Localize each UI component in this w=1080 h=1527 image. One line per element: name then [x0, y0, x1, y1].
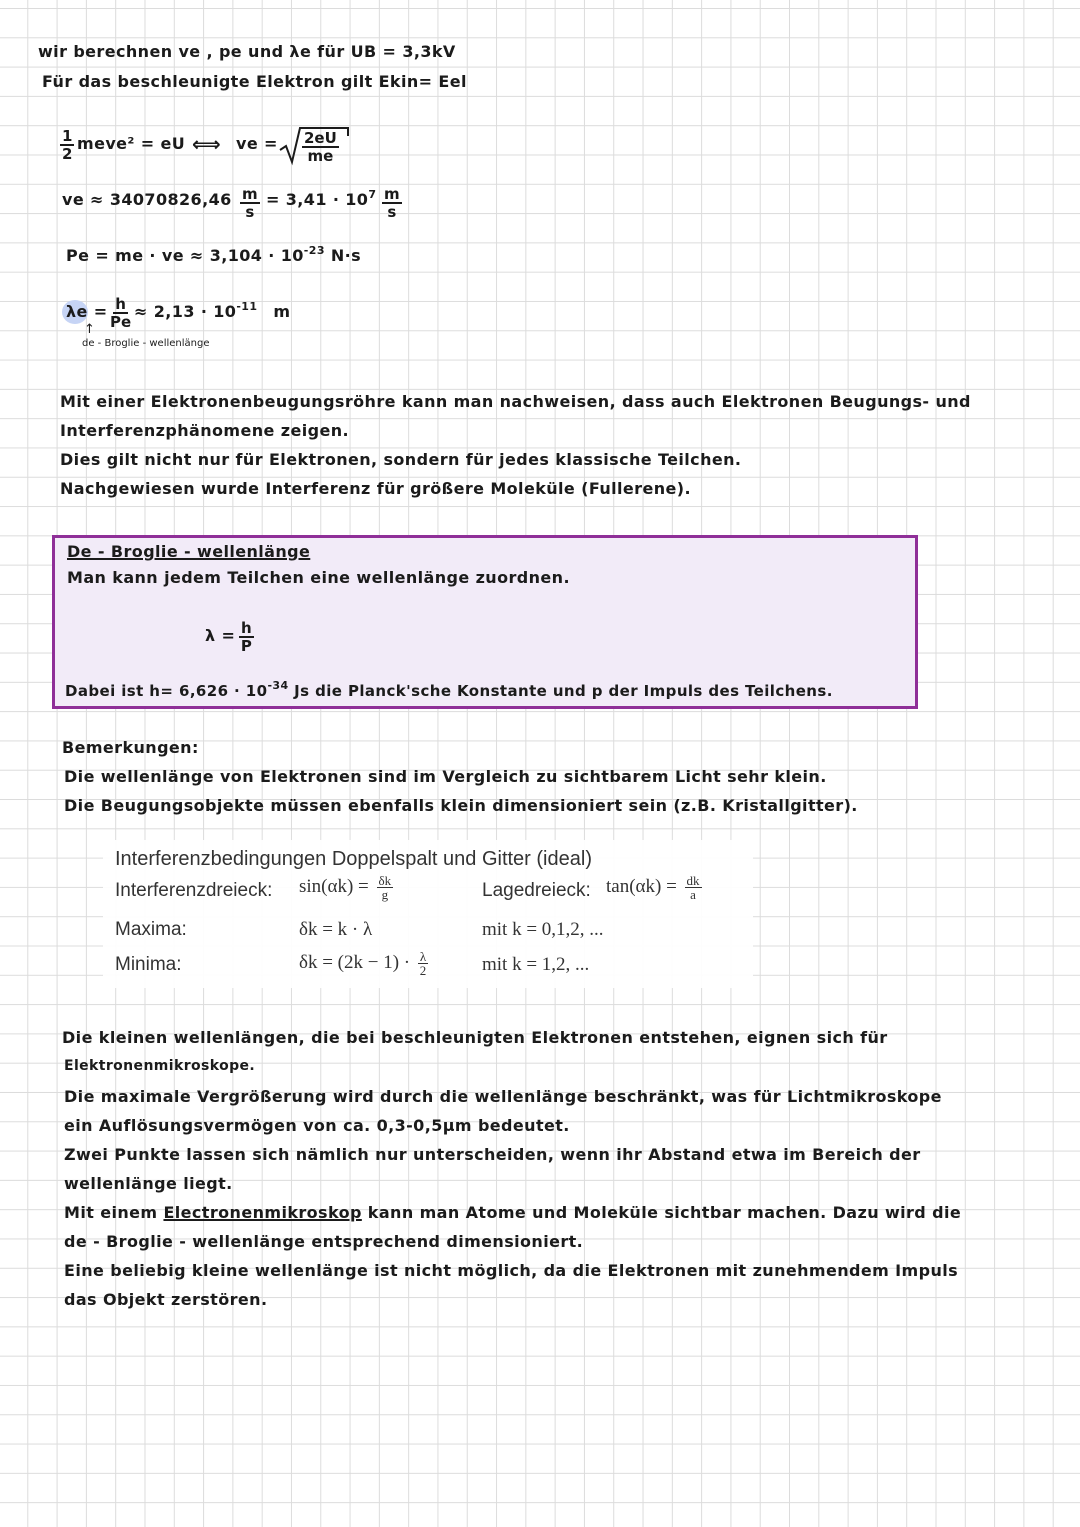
paragraph3-line-3: Eine beliebig kleine wellenlänge ist nicht möglich, da die Elektronen mit zunehmendem Impuls: [64, 1261, 959, 1280]
unit-numerator: m: [242, 185, 258, 203]
paragraph2-line: Elektronenmikroskope.: [64, 1058, 256, 1074]
row2-label: Maxima:: [115, 919, 187, 940]
row2-math: δk = k · λ: [299, 919, 373, 940]
paragraph2-line: Zwei Punkte lassen sich nämlich nur unterscheiden, wenn ihr Abstand etwa im Bereich der: [64, 1145, 921, 1164]
pe-value: Pe = me · ve ≈ 3,104 · 10: [66, 246, 304, 265]
row1-label: Interferenzdreieck:: [115, 880, 273, 901]
sqrt-denominator: me: [307, 147, 334, 165]
lambda-unit: m: [273, 302, 291, 321]
half-fraction: [60, 128, 74, 162]
definition-formula-lhs: λ =: [205, 626, 236, 645]
ve-sci-mantissa: = 3,41 · 10: [266, 190, 369, 209]
row1-right-numerator: dk: [686, 873, 700, 888]
row3-label: Minima:: [115, 954, 182, 975]
paragraph2-line: wellenlänge liegt.: [64, 1174, 233, 1193]
definition-footer: [65, 679, 833, 700]
pe-equation: [66, 246, 361, 265]
paragraph3-line-4: das Objekt zerstören.: [64, 1290, 268, 1309]
lambda-fraction: [110, 296, 131, 330]
sqrt-numerator: 2eU: [304, 129, 337, 147]
fraction-numerator: 1: [62, 127, 73, 145]
paragraph3-line1-b: kann man Atome und Moleküle sichtbar machen. Dazu wird die: [361, 1203, 962, 1222]
paragraph3-line1-a: Mit einem: [64, 1203, 164, 1222]
equivalence-arrow: ⟺: [192, 132, 222, 156]
row1-right-label: Lagedreieck:: [482, 880, 591, 901]
planck-exponent: -34: [267, 679, 289, 692]
remarks-line-1: Die wellenlänge von Elektronen sind im Vergleich zu sichtbarem Licht sehr klein.: [64, 767, 827, 786]
definition-numerator: h: [241, 619, 252, 637]
planck-value: Dabei ist h= 6,626 · 10: [65, 682, 268, 700]
remarks-heading: Bemerkungen:: [62, 738, 199, 757]
intro-line-1: wir berechnen ve , pe und λe für UB = 3,3kV: [38, 42, 456, 61]
paragraph3-line-2: de - Broglie - wellenlänge entsprechend dimensioniert.: [64, 1232, 584, 1251]
row1-math: [299, 874, 393, 901]
unit-denominator: s: [387, 203, 397, 221]
row1-numerator: δk: [378, 873, 392, 888]
row3-denominator: 2: [419, 963, 427, 978]
arrow-note: de - Broglie - wellenlänge: [82, 338, 210, 349]
conditions-title: Interferenzbedingungen Doppelspalt und Gitter (ideal): [115, 848, 592, 870]
row3-fraction: [418, 950, 428, 977]
ve-label: ve =: [236, 134, 278, 153]
definition-text: Man kann jedem Teilchen eine wellenlänge zuordnen.: [67, 568, 570, 587]
definition-title: De - Broglie - wellenlänge: [67, 542, 311, 561]
ve-value: ve ≈ 34070826,46: [62, 190, 232, 209]
row1-denominator: g: [381, 887, 389, 902]
row2-right: mit k = 0,1,2, ...: [482, 919, 604, 940]
row1-fraction: [377, 874, 394, 901]
pe-unit: N·s: [330, 246, 362, 265]
remarks-line-2: Die Beugungsobjekte müssen ebenfalls klein dimensioniert sein (z.B. Kristallgitter).: [64, 796, 858, 815]
row3-math-expr: δk = (2k − 1) ·: [299, 951, 411, 973]
paragraph1-line: Nachgewiesen wurde Interferenz für größere Moleküle (Fullerene).: [60, 479, 691, 498]
row3-numerator: λ: [419, 949, 427, 964]
row1-right-denominator: a: [690, 887, 696, 902]
paragraph1-line: Mit einer Elektronenbeugungsröhre kann man nachweisen, dass auch Elektronen Beugungs- und: [60, 392, 971, 411]
lambda-mantissa: ≈ 2,13 · 10: [134, 302, 237, 321]
row1-right-fraction: [685, 874, 702, 901]
definition-formula-fraction: [239, 620, 254, 654]
paragraph1-line: Dies gilt nicht nur für Elektronen, sondern für jedes klassische Teilchen.: [60, 450, 742, 469]
interference-conditions-panel: [103, 840, 753, 988]
unit-denominator: s: [245, 203, 255, 221]
lambda-denominator: Pe: [110, 313, 132, 331]
pe-exponent: -23: [303, 244, 325, 257]
lambda-value: [134, 302, 290, 321]
definition-box: [52, 535, 918, 709]
row1-right-expr: tan(αk) =: [606, 875, 677, 897]
intro-line-2: Für das beschleunigte Elektron gilt Ekin= Eel: [42, 72, 467, 91]
paragraph2-line: Die kleinen wellenlängen, die bei beschleunigten Elektronen entstehen, eignen sich für: [62, 1028, 888, 1047]
lambda-numerator: h: [115, 295, 126, 313]
paragraph3-line-1: [64, 1203, 961, 1222]
paragraph1-line: Interferenzphänomene zeigen.: [60, 421, 349, 440]
definition-denominator: P: [240, 637, 252, 655]
row1-right-math: [606, 874, 702, 901]
row3-math: [299, 950, 428, 977]
unit-numerator: m: [384, 185, 400, 203]
paragraph2-line: Die maximale Vergrößerung wird durch die wellenlänge beschränkt, was für Lichtmikroskope: [64, 1087, 942, 1106]
electron-microscope-term: Electronenmikroskop: [163, 1203, 362, 1222]
ve-sci-unit-fraction: [382, 186, 402, 220]
row1-math-expr: sin(αk) =: [299, 875, 369, 897]
paragraph2-line: ein Auflösungsvermögen von ca. 0,3-0,5μm bedeutet.: [64, 1116, 570, 1135]
ve-unit-fraction: [240, 186, 260, 220]
lambda-exponent: -11: [236, 300, 258, 313]
arrow-up-icon: ↑: [84, 322, 95, 337]
ve-sci-exponent: 7: [368, 188, 377, 201]
sqrt-fraction: [302, 130, 339, 164]
ve-scientific: [266, 190, 376, 209]
lambda-lhs: λe =: [66, 302, 108, 321]
kinetic-energy-equation: meve² = eU: [77, 134, 186, 153]
fraction-denominator: 2: [62, 145, 73, 163]
definition-footer-rest: Js die Planck'sche Konstante und p der Impuls des Teilchens.: [288, 682, 833, 700]
row3-right: mit k = 1,2, ...: [482, 954, 590, 975]
